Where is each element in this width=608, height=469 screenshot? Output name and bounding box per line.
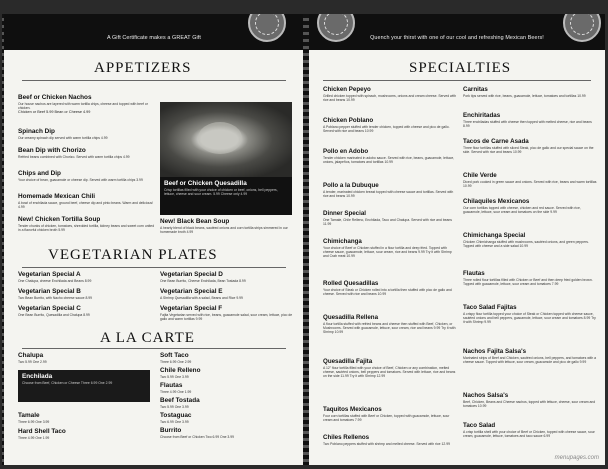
menu-item: Chicken Poblano A Poblano pepper stuffed with tender chicken, topped with cheese and pico de gallo. Served with rice and beans 10.99 (323, 117, 450, 133)
menu-item: Dinner Special One Tamale, Chile Relleno, Enchilada, Taco and Chalupa. Served with rice and beans 11.99 (323, 210, 452, 226)
menu-page-right (309, 14, 605, 465)
menu-item: Carnitas Pork tips served with rice, beans, guacamole, lettuce, tomatoes and tortillas 10.99 (463, 86, 586, 98)
featured-quesadilla-caption: Beef or Chicken Quesadilla Crisp tortillas filled with your choice of chicken or beef, onions, bell peppers, lettuce, cheese and sour cream. 5.99 Cheese only 4.99 (160, 177, 292, 215)
menu-item: Quesadilla Rellena A flour tortilla stuffed with refried beans and cheese then stuffed with Beef, Chicken, or Mushrooms. Served with guacamole, lettuce, sour cream, rice and beans 9.99 Try it with Shrimp 10.99 (323, 314, 456, 334)
watermark: menupages.com (554, 455, 599, 461)
menu-item: Flautas Three rolled flour tortillas filled with Chicken or Beef and then deep fried golden brown. Topped with guacamole, lettuce, sour cream and tomatoes 7.99 (463, 270, 593, 286)
vegetarian-plates-heading: VEGETARIAN PLATES (48, 247, 218, 263)
menu-item: Homemade Mexican Chili A bowl of enchilada sauce, ground beef, cheese dip and pinto beans. Warm and delicious! 4.99 (18, 193, 154, 209)
menu-item: Tostaguac Two 6.99 One 3.99 (160, 412, 192, 424)
menu-item: Quesadilla Fajita A 12" flour tortilla filled with your choice of Beef, Chicken or any combination, melted cheese, sautéed onions, bell peppers and tomatoes. Served with lettuce, rice and beans on the side 11.99 Try it with Shrimp 12.99 (323, 358, 456, 378)
menu-item: New! Chicken Tortilla Soup Tender chunks of chicken, tomatoes, shredded tortilla, kidney beans and sweet corn united in a flavorful chicken broth 5.99 (18, 216, 155, 232)
menu-item: Chilaquiles Mexicanos Our corn tortillas topped with cheese, chicken and red sauce. Served with rice, guacamole, lettuce, sour cream and tomatoes on the side 9.99 (463, 198, 581, 214)
menu-item: Chimichanga Special Chicken Chimichanga stuffed with mushrooms, sautéed onions, and green peppers. Topped with cheese and a side salad 10.99 (463, 232, 589, 248)
divider (22, 80, 286, 81)
menu-item: Taquitos Mexicanos Four corn tortillas stuffed with Beef or Chicken, topped with guacamole, lettuce, sour cream and tomatoes 7.99 (323, 406, 450, 422)
menu-item: Tamale Three 6.99 One 3.99 (18, 412, 50, 424)
a-la-carte-heading: A LA CARTE (100, 330, 195, 346)
quesadilla-photo (160, 102, 292, 177)
menu-item: Hard Shell Taco Three 4.99 One 1.99 (18, 428, 66, 440)
menu-item: Taco Salad A crisp tortilla shell with your choice of Beef or Chicken, topped with cheese sauce, sour cream, guacamole, lettuce, tomatoes and taco sauce 6.99 (463, 422, 595, 438)
appetizers-heading: APPETIZERS (94, 60, 192, 76)
menu-page-left (4, 14, 304, 465)
menu-item: Taco Salad Fajitas A crispy flour tortilla topped your choice of Steak or Chicken topped with cheese sauce, sautéed onions and bell peppers, guacamole, lettuce, sour cream and tomatoes 8.99 Try it with Shrimp 9.99 (463, 304, 596, 324)
menu-item: Pollo a la Dubuque A tender, marinated chicken breast topped with cheese sauce and tortillas. Served with rice and beans 10.99 (323, 182, 454, 198)
menu-item: Vegetarian Special E A Shrimp Quesadilla with a salad, Beans and Rice 9.99 (160, 288, 243, 300)
specialties-heading: SPECIALTIES (409, 60, 512, 76)
gift-certificate-tagline: A Gift Certificate makes a GREAT Gift (107, 35, 201, 41)
menu-item: New! Black Bean Soup A hearty blend of black beans, sautéed onions and corn tortilla strips simmered in our homemade broth 4.99 (160, 218, 288, 234)
menu-item: Chile Relleno Two 5.99 One 3.99 (160, 367, 201, 379)
menu-item: Chicken Pepeyo Grilled chicken topped with spinach, mushrooms, onions and cream cheese. Served with rice and beans 10.99 (323, 86, 457, 102)
menu-item: Vegetarian Special D One Bean Burrito, Cheese Enchilada, Bean Tostada 8.99 (160, 271, 246, 283)
menu-item: Bean Dip with Chorizo Refried beans combined with Chorizo. Served with warm tortilla chips 4.99 (18, 147, 130, 159)
menu-item: Burrito Choose from Beef or Chicken Two 6.99 One 3.99 (160, 427, 235, 439)
menu-item: Vegetarian Special C One Bean Burrito, Quesadilla and Chalupa 8.99 (18, 305, 90, 317)
menu-item: Beef Tostada Two 5.99 One 3.99 (160, 397, 200, 409)
divider (22, 267, 286, 268)
menu-item: Chimichanga Your choice of Beef or Chicken stuffed in a flour tortilla and deep fried. Topped with cheese sauce, guacamole, lettuce, sour cream, rice and beans 9.99 Try it with Shrimp and Crab meat 10.99 (323, 238, 452, 258)
menu-item: Nachos Salsa's Beef, Chicken, Beans and Cheese nachos, topped with lettuce, cheese, sour cream and tomatoes 10.99 (463, 392, 596, 408)
menu-item: Chips and Dip Your choice of bean, guacamole or cheese dip. Served with warm tortilla chips 3.99 (18, 170, 143, 182)
menu-item: Chiles Rellenos Two Poblano peppers stuffed with shrimp and melted cheese. Served with rice 12.99 (323, 434, 450, 446)
menu-item: Chalupa Two 5.99 One 2.99 (18, 352, 47, 364)
menu-item: Pollo en Adobo Tender chicken marinated in adobo sauce. Served with rice, beans, guacamole, lettuce, onions, jalapeños, tomatoes and tortillas 10.99 (323, 148, 455, 164)
menu-item: Chile Verde Diced pork cooked in green sauce and onions. Served with rice, beans and warm tortillas 10.99 (463, 172, 597, 188)
menu-item: Spinach Dip Our creamy spinach dip served with warm tortilla chips 4.99 (18, 128, 108, 140)
menu-item: Soft Taco Three 6.99 One 2.99 (160, 352, 192, 364)
mexican-beers-tagline: Quench your thirst with one of our cool and refreshing Mexican Beers! (370, 35, 544, 41)
divider (323, 80, 591, 81)
menu-item: Vegetarian Special F Fajita Vegetarian served with rice, beans, guacamole salad, sour cream, lettuce, pico de gallo and warm tortillas 9.99 (160, 305, 293, 321)
menu-item: Tacos de Carne Asada Three flour tortillas stuffed with sliced Steak, pico de gallo and our special sauce on the side. Served with rice and beans 10.99 (463, 138, 594, 154)
menu-item: Vegetarian Special B Two Bean Burrito, with Nacho cheese sauce 8.99 (18, 288, 93, 300)
menu-item: Vegetarian Special A One Chalupa, cheese Enchilada and Beans 8.99 (18, 271, 92, 283)
menu-item: Beef or Chicken Nachos Our house nachos are layered with warm tortilla chips, cheese and topped with beef or chicken. Chicken or Beef 5.99 Bean or Cheese 4.99 (18, 94, 148, 114)
menu-item: Nachos Fajita Salsa's Marinated strips of Beef and Chicken, sautéed onions, bell peppers, and tomatoes with a cheese sauce. Topped with lettuce, sour cream, guacamole and pico de gallo 9.99 (463, 348, 597, 364)
menu-item: Enchiritadas Three enchiladas stuffed with cheese then topped with melted cheese, rice and beans 8.99 (463, 112, 592, 128)
enchilada-feature-box: Enchilada Choose from Beef, Chicken or Cheese Three 6.99 One 2.99 (18, 370, 150, 402)
menu-item: Flautas Three 4.99 One 1.99 (160, 382, 192, 394)
menu-item: Rolled Quesadillas Your choice of Steak or Chicken rolled into a tortilla then stuffed with pico de gallo and cheese. Served with rice and beans 10.99 (323, 280, 452, 296)
divider (22, 348, 286, 349)
